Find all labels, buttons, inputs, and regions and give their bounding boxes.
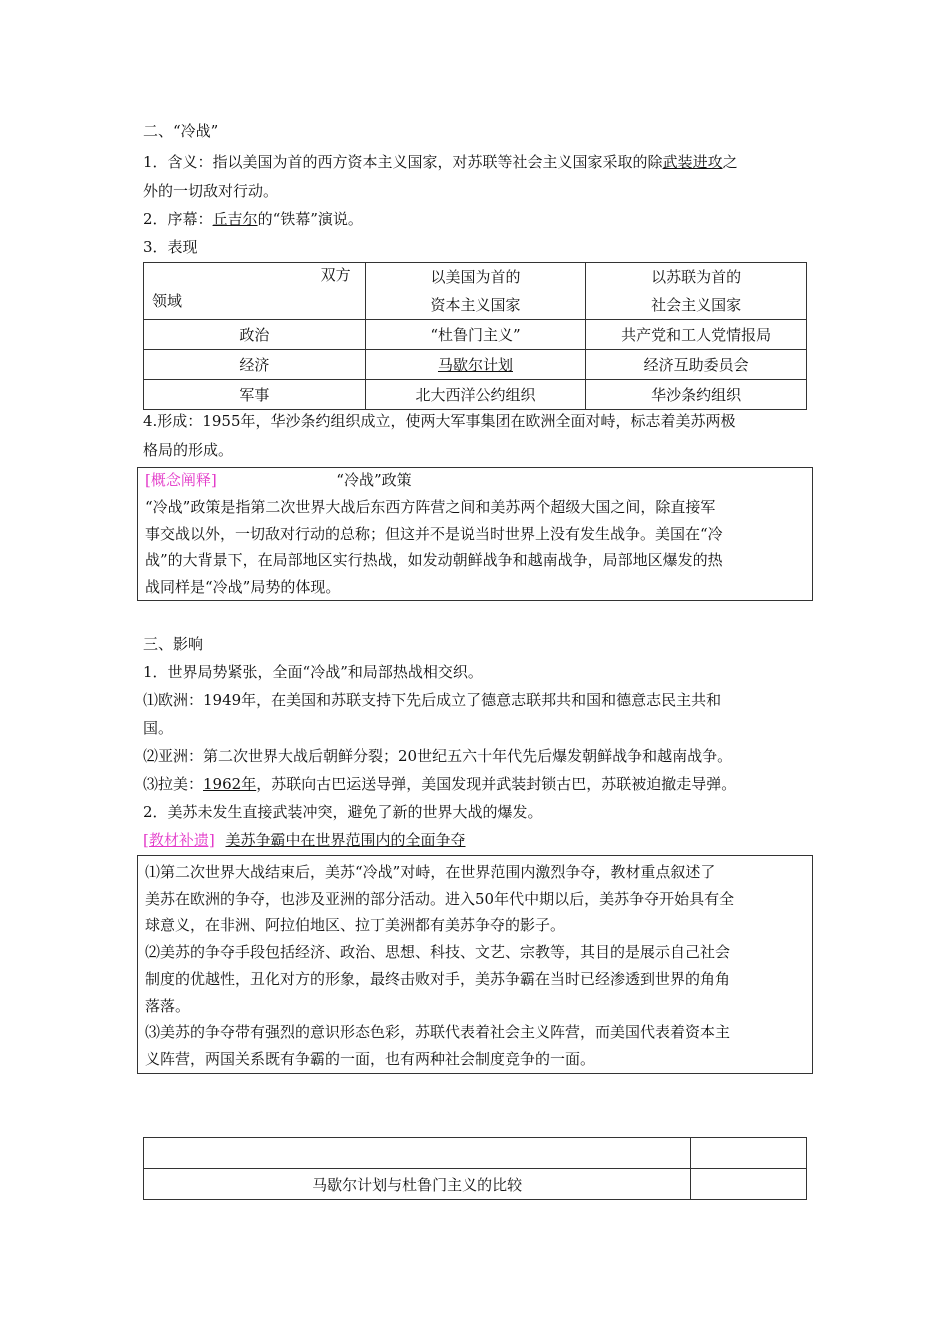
cold-war-comparison-table [143,262,807,410]
impact-asia: ⑵亚洲：第二次世界大战后朝鲜分裂；20世纪五六十年代先后爆发朝鲜战争和越南战争。 [143,747,733,765]
definition-underlined-term: 武装进攻 [662,153,723,171]
concept-box-header [145,469,412,491]
impact-europe-line1: ⑴欧洲：1949年，在美国和苏联支持下先后成立了德意志联邦共和国和德意志民主共和 [143,691,722,709]
table-header-row [144,263,807,320]
supplement-line: ⑵美苏的争夺手段包括经济、政治、思想、科技、文艺、宗教等，其目的是展示自己社会 [145,943,731,962]
impact-europe-line2: 国。 [143,719,174,737]
concept-line: 事交战以外，一切敌对行动的总称；但这并不是说当时世界上没有发生战争。美国在“冷 [145,524,723,543]
table-cell-ussr: 共产党和工人党情报局 [586,320,807,350]
header-ussr-line2: 社会主义国家 [651,296,742,314]
definition-text: 1．含义：指以美国为首的西方资本主义国家，对苏联等社会主义国家采取的除 [143,153,663,171]
table-cell-ussr: 经济互助委员会 [586,350,807,380]
latin-america-label: ⑶拉美： [143,775,204,793]
table-row [144,320,807,350]
impact-paragraph-2: 2．美苏未发生直接武装冲突，避免了新的世界大战的爆发。 [143,803,543,821]
year-1962-underlined: 1962年 [203,775,257,793]
header-us-line1: 以美国为首的 [430,268,521,286]
table-cell [691,1169,807,1200]
prelude-text: 的“铁幕”演说。 [257,210,363,228]
supplement-body [145,859,734,1073]
supplement-tag: [教材补遗] [143,831,215,849]
definition-paragraph [143,152,738,172]
concept-explanation-box [137,467,813,601]
supplement-line: 美苏在欧洲的争夺，也涉及亚洲的部分活动。进入50年代中期以后，美苏争夺开始具有全 [145,889,735,908]
concept-line: “冷战”政策是指第二次世界大战后东西方阵营之间和美苏两个超级大国之间，除直接军 [145,498,716,516]
table-cell [144,1138,691,1169]
table-cell-ussr: 华沙条约组织 [586,380,807,410]
prelude-paragraph [143,209,363,229]
formation-paragraph-line2: 格局的形成。 [143,441,234,459]
definition-text-end: 之 [722,153,738,171]
formation-paragraph-line1: 4.形成：1955年，华沙条约组织成立，使两大军事集团在欧洲全面对峙，标志着美苏两极 [143,412,736,430]
table-cell [691,1138,807,1169]
prelude-underlined-name: 丘吉尔 [212,210,258,228]
supplement-header [143,830,466,850]
manifestation-heading: 3．表现 [143,238,198,256]
table-row [144,1138,807,1169]
supplement-line: ⑶美苏的争夺带有强烈的意识形态色彩，苏联代表着社会主义阵营，而美国代表着资本主 [145,1023,731,1042]
prelude-label: 2．序幕： [143,210,213,228]
table-cell-field: 军事 [144,380,366,410]
corner-bottom-label: 领域 [152,292,183,310]
table-cell-us: “杜鲁门主义” [365,320,586,350]
concept-body [145,494,723,600]
table-cell-us [365,350,586,380]
concept-title: “冷战”政策 [336,471,412,489]
corner-top-label: 双方 [320,266,351,284]
supplement-box [137,855,813,1074]
table-header-ussr [586,263,807,320]
header-ussr-line1: 以苏联为首的 [651,268,742,286]
definition-paragraph-line2: 外的一切敌对行动。 [143,182,279,200]
concept-line: 战”的大背景下，在局部地区实行热战，如发动朝鲜战争和越南战争，局部地区爆发的热 [145,551,723,569]
marshall-truman-comparison-table [143,1137,807,1200]
comparison-title-cell: 马歇尔计划与杜鲁门主义的比较 [144,1169,691,1200]
table-row [144,380,807,410]
table-cell-field: 政治 [144,320,366,350]
supplement-title: 美苏争霸中在世界范围内的全面争夺 [225,831,466,849]
table-row [144,350,807,380]
latin-america-text: ，苏联向古巴运送导弹，美国发现并武装封锁古巴，苏联被迫撤走导弹。 [256,775,737,793]
supplement-line: 义阵营，两国关系既有争霸的一面，也有两种社会制度竞争的一面。 [145,1049,596,1068]
marshall-plan-underlined: 马歇尔计划 [437,355,513,374]
header-us-line2: 资本主义国家 [430,296,521,314]
concept-line: 战同样是“冷战”局势的体现。 [145,577,341,596]
supplement-line: ⑴第二次世界大战结束后，美苏“冷战”对峙，在世界范围内激烈争夺，教材重点叙述了 [145,863,716,881]
table-header-us [365,263,586,320]
section-heading-cold-war: 二、“冷战” [143,122,219,140]
supplement-line: 落落。 [145,996,191,1015]
concept-tag: [概念阐释] [145,471,217,489]
table-cell-us: 北大西洋公约组织 [365,380,586,410]
impact-latin-america [143,774,736,794]
table-cell-field: 经济 [144,350,366,380]
supplement-line: 球意义，在非洲、阿拉伯地区、拉丁美洲都有美苏争夺的影子。 [145,916,566,935]
table-corner-cell [144,263,366,320]
table-row [144,1169,807,1200]
impact-paragraph-1: 1．世界局势紧张，全面“冷战”和局部热战相交织。 [143,663,483,681]
section-heading-impact: 三、影响 [143,635,204,653]
supplement-line: 制度的优越性，丑化对方的形象，最终击败对手，美苏争霸在当时已经渗透到世界的角角 [145,969,731,988]
